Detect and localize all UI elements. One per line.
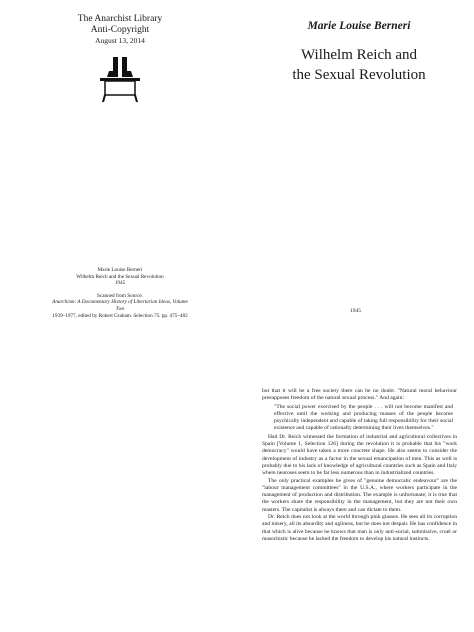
colophon <box>48 267 192 319</box>
title-page <box>237 0 474 380</box>
blank-page <box>0 380 237 632</box>
title-line-2: the Sexual Revolution <box>292 67 426 83</box>
body-text <box>262 388 457 543</box>
library-header <box>20 14 220 46</box>
block-quote: "The social power exercised by the people . . . will not become manifest and effective until the working and producing masses of the people become psychically independent and capable of taking full responsibility for their social existence and capable of rationally determining their lives themselves." <box>274 403 453 432</box>
library-name: The Anarchist Library <box>77 14 163 24</box>
colophon-title: Wilhelm Reich and the Sexual Revolution <box>76 273 164 280</box>
paragraph-3: Had Dr. Reich witnessed the formation of industrial and agricultural collectives in Spain [Volume 1, Selection 126] during the revolution it is probable that his "work democracy" would have taken a more concrete shape. He also seems to consider the development of industry as a factor in the sexual emancipation of men. This as well is probably due to his lack of knowledge of agricultural countries such as Spain and Italy where neuroses seem to be far less numerous than in industrialized countries. <box>262 433 457 477</box>
title-page-year: 1945 <box>350 308 361 314</box>
colophon-year: 1945 <box>114 280 126 287</box>
title-line-1: Wilhelm Reich and <box>300 47 418 63</box>
title-page-title <box>249 45 469 85</box>
colophon-source-book: Anarchism: A Documentary History of Libertarian Ideas, Volume Two <box>52 299 188 312</box>
title-page-author: Marie Louise Berneri <box>307 20 411 32</box>
cover-back-page <box>0 0 237 380</box>
boots-on-stool-logo-icon <box>95 56 145 104</box>
library-license: Anti-Copyright <box>90 25 150 35</box>
colophon-author: Marie Louise Berneri <box>97 267 143 273</box>
paragraph-5: Dr. Reich does not look at the world through pink glasses. He sees all its corruption and misery, all its absurdity and ugliness, but he does not despair. He has confidence in that which is alive because he knows that man is only anti-social, submissive, cruel or masochistic because he lacked the freedom to develop his natural instincts. <box>262 514 457 542</box>
paragraph-1: but that it will be a free society there can be no doubt. "Natural moral behaviour presupposes freedom of the natural sexual process." And again: <box>262 388 457 402</box>
colophon-source-details: 1939–1977, edited by Robert Graham. Selection 75. pp. 475–482 <box>52 312 188 319</box>
library-date: August 13, 2014 <box>95 36 145 45</box>
colophon-source-line: Scanned from Source. <box>97 292 143 299</box>
paragraph-4: The only practical examples he gives of "genuine democratic endeavour" are the "labour management committees" in the U.S.A., where workers participate in the management of production and distribution. The example is unfortunate; it is true that the workers share the responsibility in the management, but they are not their own masters. The capitalist is always there and can dictate to them. <box>262 477 457 513</box>
body-text-page <box>237 380 474 632</box>
